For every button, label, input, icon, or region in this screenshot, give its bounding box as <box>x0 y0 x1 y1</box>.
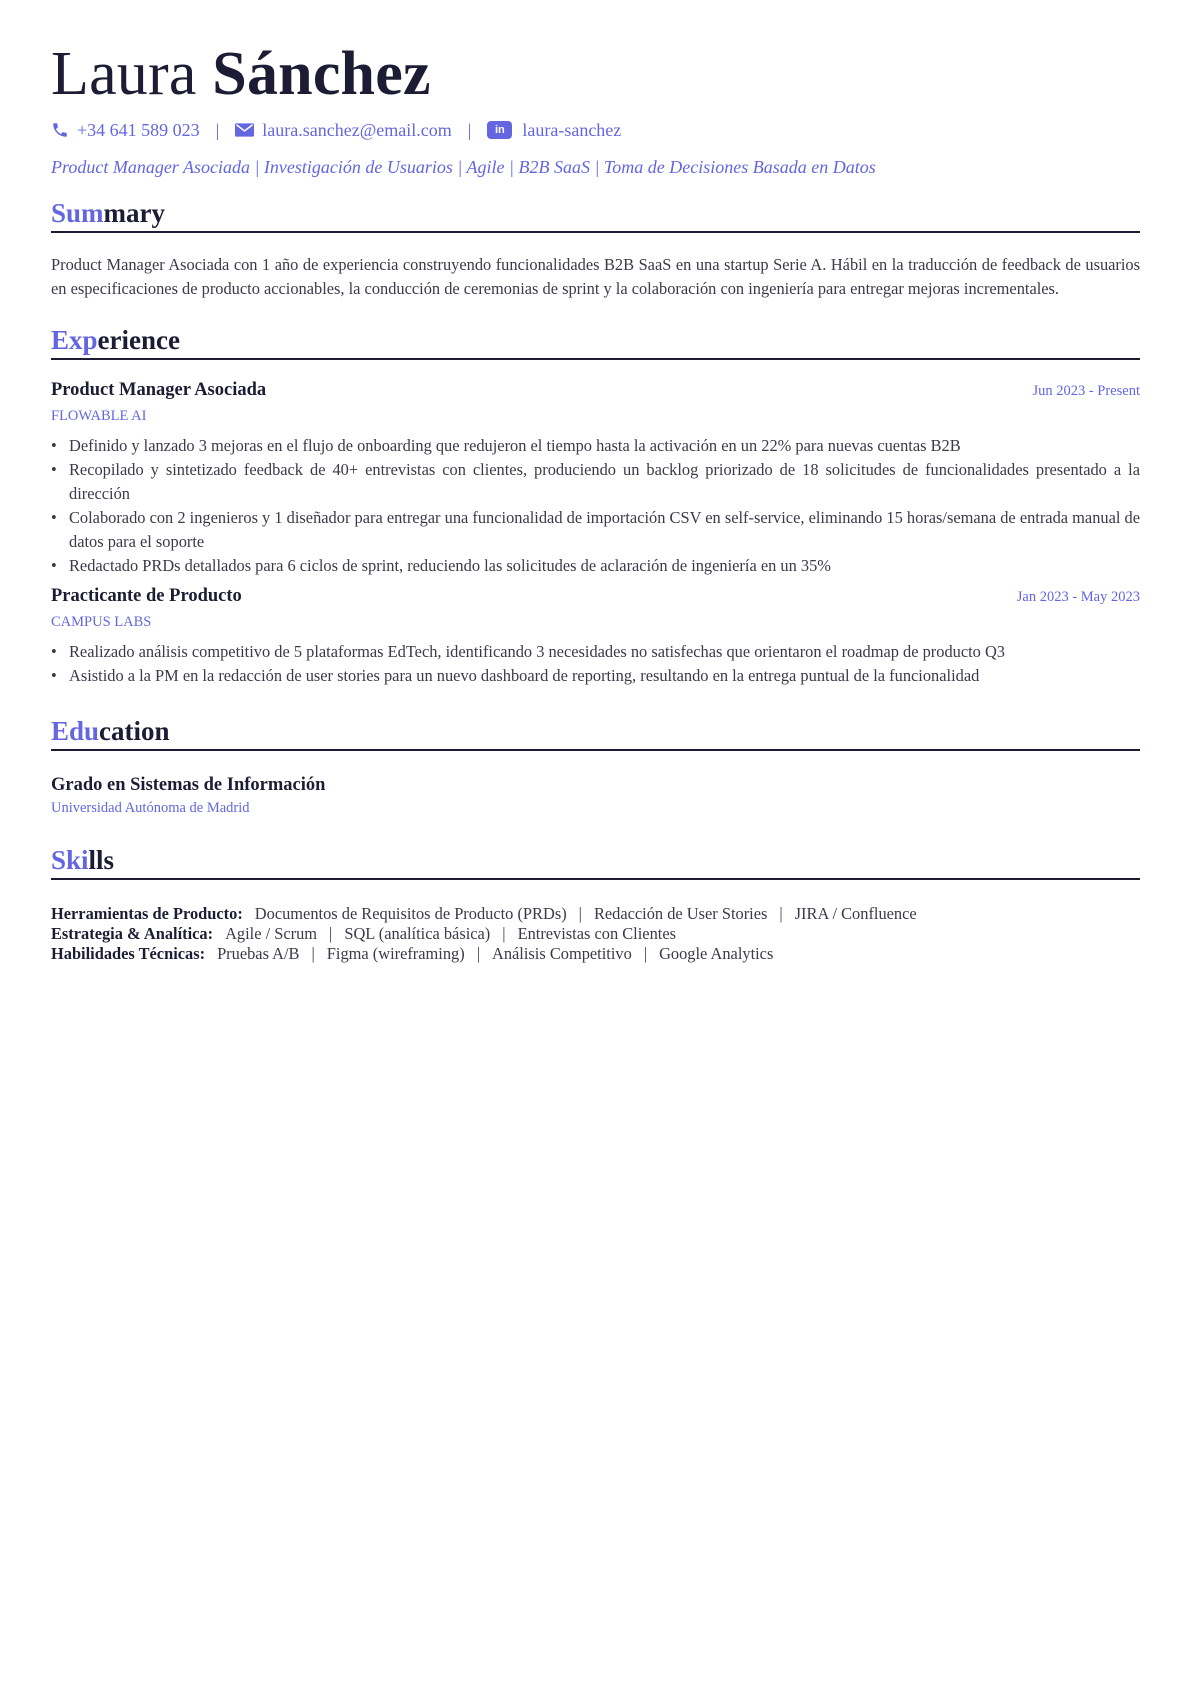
email-address: laura.sanchez@email.com <box>262 119 452 140</box>
education-heading-rest: cation <box>99 716 170 746</box>
job-header <box>51 586 1140 610</box>
summary-heading-accent: Sum <box>51 198 104 228</box>
contact-line <box>51 116 1140 144</box>
job-bullets <box>51 434 1140 578</box>
skill-row <box>51 924 1140 944</box>
phone-number: +34 641 589 023 <box>77 119 200 140</box>
summary-text: Product Manager Asociada con 1 año de experiencia construyendo funcionalidades B2B SaaS en una startup Serie A. Hábil en la traducción de feedback de usuarios en especificaciones de producto accionables, la conducción de ceremonias de sprint y la colaboración con ingeniería para entregar mejoras incrementales. <box>51 255 1140 298</box>
job-bullet: • Colaborado con 2 ingenieros y 1 diseñador para entregar una funcionalidad de importación CSV en self-service, eliminando 15 horas/semana de entrada manual de datos para el soporte <box>51 506 1140 554</box>
email-contact[interactable] <box>235 120 451 141</box>
job-title: Practicante de Producto <box>51 586 242 606</box>
linkedin-icon: in <box>487 121 512 139</box>
job-bullet: • Redactado PRDs detallados para 6 ciclos de sprint, reduciendo las solicitudes de aclaración de ingeniería en un 35% <box>51 554 1140 578</box>
job-bullets <box>51 640 1140 688</box>
skill-item: Google Analytics <box>659 944 774 963</box>
skill-item: SQL (analítica básica) <box>344 924 491 943</box>
summary-heading <box>51 196 1140 233</box>
skill-item: Documentos de Requisitos de Producto (PRDs) <box>254 904 567 923</box>
skills-heading <box>51 843 1140 880</box>
skill-item: Figma (wireframing) <box>326 944 465 963</box>
skill-item: Pruebas A/B <box>217 944 300 963</box>
skill-separator: | <box>476 944 480 963</box>
skill-item: JIRA / Confluence <box>794 904 917 923</box>
contact-separator: | <box>467 119 472 140</box>
phone-contact[interactable] <box>51 120 200 141</box>
linkedin-handle: laura-sanchez <box>522 119 622 140</box>
skill-separator: | <box>643 944 648 963</box>
job-dates: Jun 2023 - Present <box>1032 383 1140 399</box>
skills-heading-accent: Ski <box>51 845 89 875</box>
job-title: Product Manager Asociada <box>51 380 267 400</box>
job-entry <box>51 380 1140 578</box>
skill-item: Agile / Scrum <box>225 924 318 943</box>
candidate-name <box>51 0 1140 114</box>
school-name: Universidad Autónoma de Madrid <box>51 800 250 816</box>
skill-category-label: Herramientas de Producto: <box>51 904 243 923</box>
job-bullet: • Recopilado y sintetizado feedback de 40+ entrevistas con clientes, produciendo un backlog priorizado de 18 solicitudes de funcionalidades presentado a la dirección <box>51 458 1140 506</box>
skill-item: Entrevistas con Clientes <box>517 924 676 943</box>
skill-separator: | <box>329 924 333 943</box>
job-bullet: • Realizado análisis competitivo de 5 plataformas EdTech, identificando 3 necesidades no satisfechas que orientaron el roadmap de producto Q3 <box>51 640 1140 664</box>
skill-category-label: Habilidades Técnicas: <box>51 944 206 963</box>
education-heading <box>51 714 1140 751</box>
job-bullet: • Definido y lanzado 3 mejoras en el flujo de onboarding que redujeron el tiempo hasta la activación en un 22% para nuevas cuentas B2B <box>51 434 1140 458</box>
skills-heading-rest: lls <box>88 845 115 875</box>
company-name: CAMPUS LABS <box>51 614 152 630</box>
degree-title: Grado en Sistemas de Información <box>51 775 326 795</box>
job-dates: Jan 2023 - May 2023 <box>1016 589 1140 605</box>
job-header <box>51 380 1140 404</box>
skill-separator: | <box>578 904 582 923</box>
email-icon <box>235 123 254 137</box>
skill-category-label: Estrategia & Analítica: <box>51 924 214 943</box>
skill-item: Análisis Competitivo <box>492 944 632 963</box>
skill-item: Redacción de User Stories <box>593 904 768 923</box>
skill-row <box>51 904 1140 924</box>
skill-separator: | <box>502 924 506 943</box>
company-name: FLOWABLE AI <box>51 408 147 424</box>
phone-icon <box>51 121 69 139</box>
headline-tagline: Product Manager Asociada | Investigación de Usuarios | Agile | B2B SaaS | Toma de Decisiones Basada en Datos <box>51 157 876 177</box>
experience-heading-accent: Exp <box>51 325 98 355</box>
skill-separator: | <box>779 904 783 923</box>
linkedin-contact[interactable] <box>487 120 621 141</box>
job-bullet: • Asistido a la PM en la redacción de user stories para un nuevo dashboard de reporting, resultando en la entrega puntual de la funcionalidad <box>51 664 1140 688</box>
skills-list <box>51 904 1140 964</box>
experience-heading-rest: erience <box>97 325 180 355</box>
last-name: Sánchez <box>212 40 431 108</box>
skill-separator: | <box>311 944 315 963</box>
contact-separator: | <box>215 119 220 140</box>
experience-heading <box>51 323 1140 360</box>
skill-row <box>51 944 1140 964</box>
first-name: Laura <box>51 40 197 108</box>
education-heading-accent: Edu <box>51 716 100 746</box>
summary-heading-rest: mary <box>103 198 166 228</box>
job-entry <box>51 586 1140 688</box>
